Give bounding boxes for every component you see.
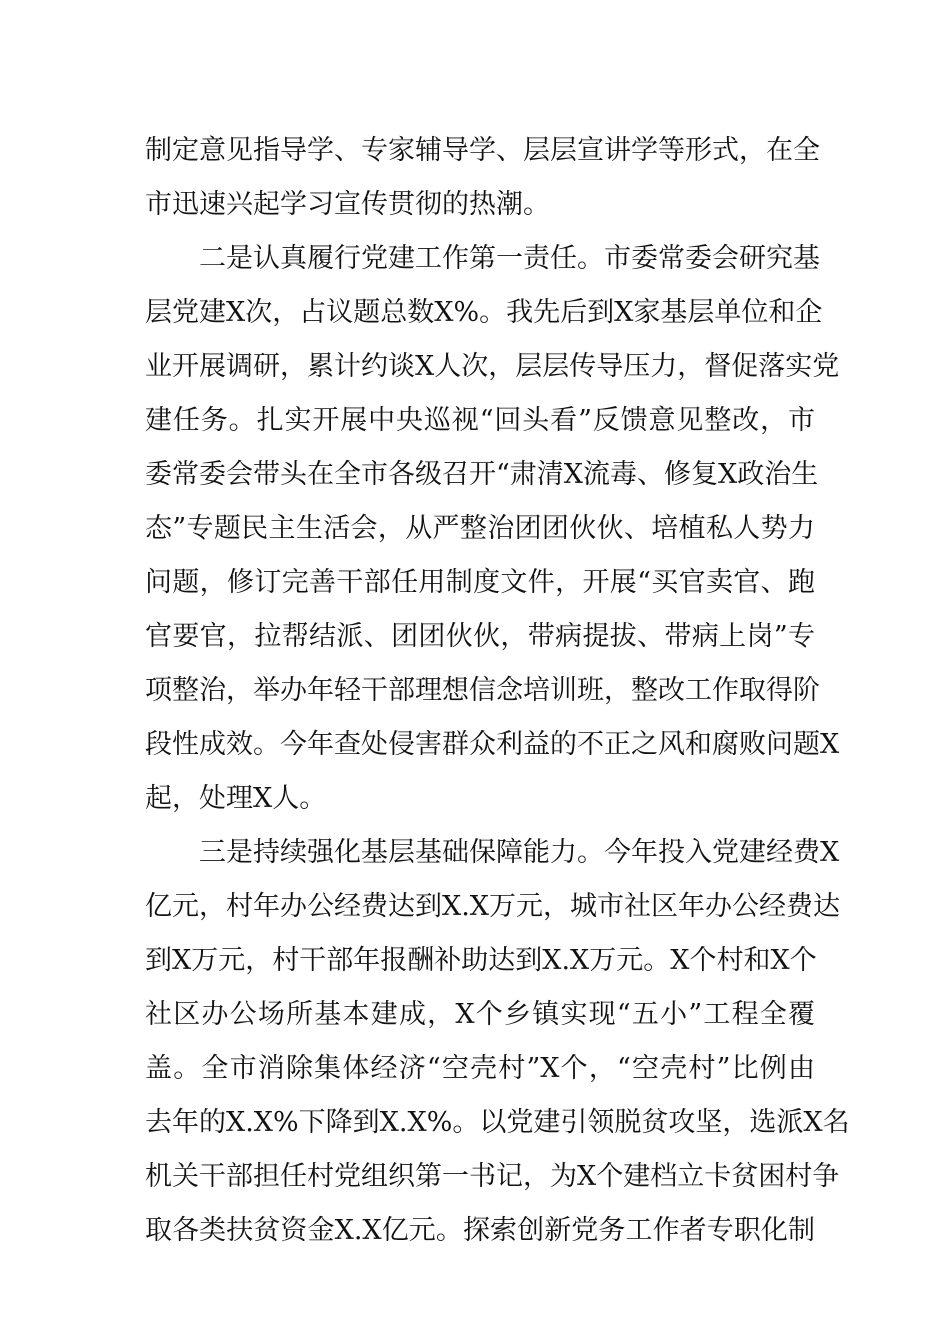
text-line: 去年的X.X%下降到X.X%。以党建引领脱贫攻坚，选派X名 xyxy=(145,1107,850,1138)
text-line: 取各类扶贫资金X.X亿元。探索创新党务工作者专职化制 xyxy=(145,1215,815,1246)
text-line: 层党建X次，占议题总数X%。我先后到X家基层单位和企 xyxy=(145,297,823,328)
text-line: 二是认真履行党建工作第一责任。市委常委会研究基 xyxy=(199,243,820,274)
paragraph-2 xyxy=(145,232,840,826)
document-body xyxy=(145,124,850,1258)
text-line: 建任务。扎实开展中央巡视“回头看”反馈意见整改，市 xyxy=(145,405,815,436)
text-line: 态”专题民主生活会，从严整治团团伙伙、培植私人势力 xyxy=(145,513,815,544)
paragraph-3 xyxy=(145,826,850,1258)
text-line: 问题，修订完善干部任用制度文件，开展“买官卖官、跑 xyxy=(145,567,815,598)
text-line: 业开展调研，累计约谈X人次，层层传导压力，督促落实党 xyxy=(145,351,840,382)
text-line: 市迅速兴起学习宣传贯彻的热潮。 xyxy=(145,189,550,220)
text-line: 制定意见指导学、专家辅导学、层层宣讲学等形式，在全 xyxy=(145,135,820,166)
text-line: 三是持续强化基层基础保障能力。今年投入党建经费X xyxy=(199,837,840,868)
text-line: 委常委会带头在全市各级召开“肃清X流毒、修复X政治生 xyxy=(145,459,819,490)
text-line: 项整治，举办年轻干部理想信念培训班，整改工作取得阶 xyxy=(145,675,820,706)
text-line: 社区办公场所基本建成，X个乡镇实现“五小”工程全覆 xyxy=(145,999,815,1030)
paragraph-1 xyxy=(145,124,820,232)
text-line: 官要官，拉帮结派、团团伙伙，带病提拔、带病上岗”专 xyxy=(145,621,815,652)
text-line: 段性成效。今年查处侵害群众利益的不正之风和腐败问题X xyxy=(145,729,840,760)
text-line: 机关干部担任村党组织第一书记，为X个建档立卡贫困村争 xyxy=(145,1161,840,1192)
text-line: 到X万元，村干部年报酬补助达到X.X万元。X个村和X个 xyxy=(145,945,817,976)
text-line: 盖。全市消除集体经济“空壳村”X个，“空壳村”比例由 xyxy=(145,1053,815,1084)
text-line: 亿元，村年办公经费达到X.X万元，城市社区年办公经费达 xyxy=(145,891,841,922)
text-line: 起，处理X人。 xyxy=(145,783,327,814)
